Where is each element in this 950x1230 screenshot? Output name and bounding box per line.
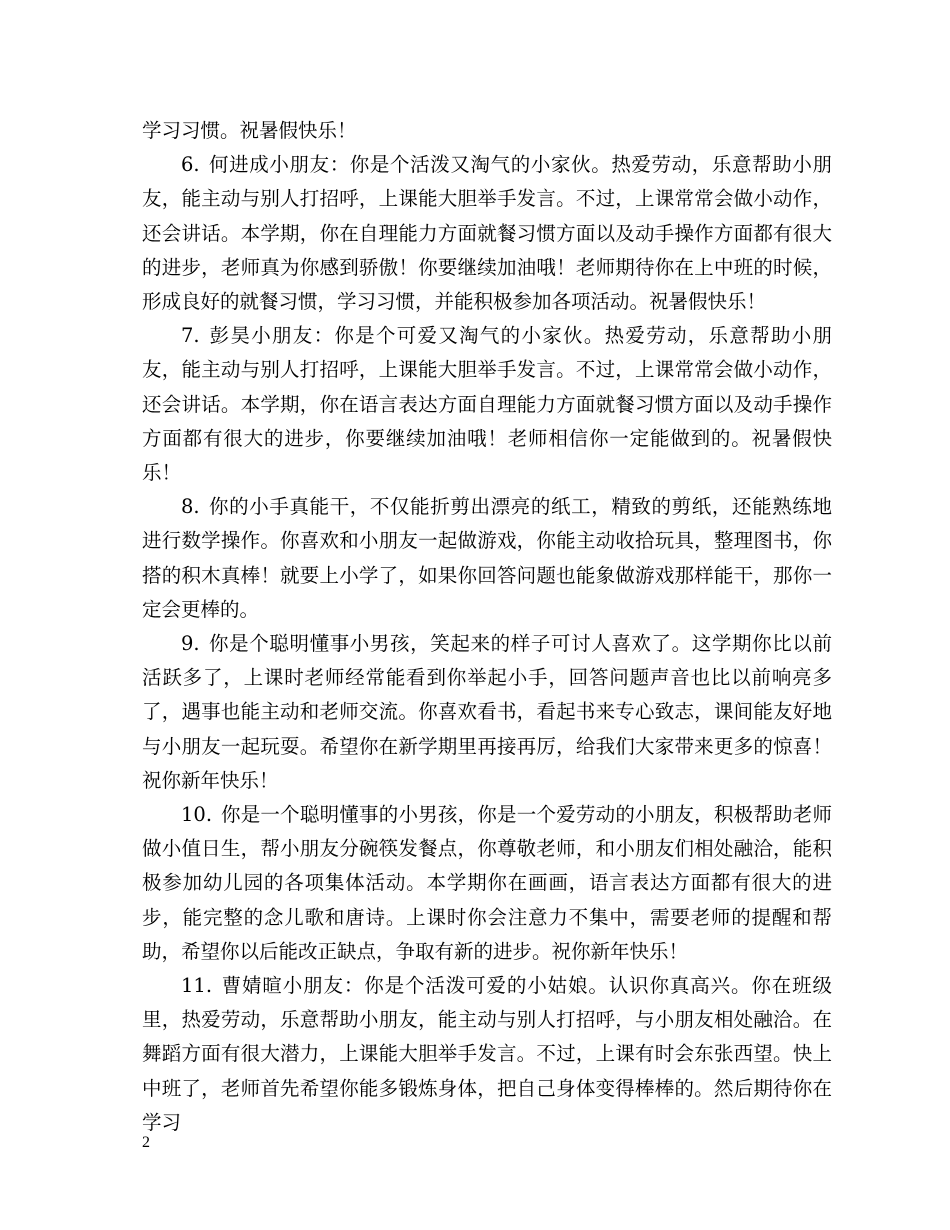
paragraph-text: 你的小手真能干，不仅能折剪出漂亮的纸工，精致的剪纸，还能熟练地进行数学操作。你喜欢和小朋友一起做游戏，你能主动收拾玩具，整理图书，你搭的积木真棒！就要上小学了，如果你回答问题也能象做游戏那样能干，那你一定会更棒的。 [142,495,832,621]
paragraph-number: 7. [181,324,200,348]
paragraph-text: 何进成小朋友：你是个活泼又淘气的小家伙。热爱劳动，乐意帮助小朋友，能主动与别人打招呼，上课能大胆举手发言。不过，上课常常会做小动作，还会讲话。本学期，你在自理能力方面就餐习惯方面以及动手操作方面都有很大的进步，老师真为你感到骄傲！你要继续加油哦！老师期待你在上中班的时候，形成良好的就餐习惯，学习习惯，并能积极参加各项活动。祝暑假快乐！ [142,153,832,314]
paragraph-11 [142,969,832,1140]
paragraph-text: 彭昊小朋友：你是个可爱又淘气的小家伙。热爱劳动，乐意帮助小朋友，能主动与别人打招呼，上课能大胆举手发言。不过，上课常常会做小动作，还会讲话。本学期，你在语言表达方面自理能力方面就餐习惯方面以及动手操作方面都有很大的进步，你要继续加油哦！老师相信你一定能做到的。祝暑假快乐！ [142,324,832,485]
paragraph-number: 11. [181,974,213,998]
paragraph-7 [142,319,832,490]
paragraph-text: 你是一个聪明懂事的小男孩，你是一个爱劳动的小朋友，积极帮助老师做小值日生，帮小朋友分碗筷发餐点，你尊敬老师，和小朋友们相处融洽，能积极参加幼儿园的各项集体活动。本学期你在画画，语言表达方面都有很大的进步，能完整的念儿歌和唐诗。上课时你会注意力不集中，需要老师的提醒和帮助，希望你以后能改正缺点，争取有新的进步。祝你新年快乐！ [142,803,832,963]
paragraph-number: 8. [181,495,200,519]
page-number: 2 [142,1134,150,1151]
paragraph-number: 10. [181,803,213,827]
paragraph-text: 学习习惯。祝暑假快乐！ [142,119,357,142]
document-body [142,114,832,1140]
paragraph-6 [142,148,832,319]
paragraph-9 [142,627,832,798]
paragraph-continuation [142,114,832,148]
paragraph-text: 你是个聪明懂事小男孩，笑起来的样子可讨人喜欢了。这学期你比以前活跃多了，上课时老师经常能看到你举起小手，回答问题声音也比以前响亮多了，遇事也能主动和老师交流。你喜欢看书，看起书来专心致志，课间能友好地与小朋友一起玩耍。希望你在新学期里再接再厉，给我们大家带来更多的惊喜！祝你新年快乐！ [142,632,832,792]
paragraph-8 [142,490,832,627]
paragraph-text: 曹婧暄小朋友：你是个活泼可爱的小姑娘。认识你真高兴。你在班级里，热爱劳动，乐意帮助小朋友，能主动与别人打招呼，与小朋友相处融洽。在舞蹈方面有很大潜力，上课能大胆举手发言。不过，上课有时会东张西望。快上中班了，老师首先希望你能多锻炼身体，把自己身体变得棒棒的。然后期待你在学习 [142,974,832,1134]
paragraph-number: 9. [181,632,200,656]
paragraph-10 [142,798,832,969]
paragraph-number: 6. [181,153,200,177]
